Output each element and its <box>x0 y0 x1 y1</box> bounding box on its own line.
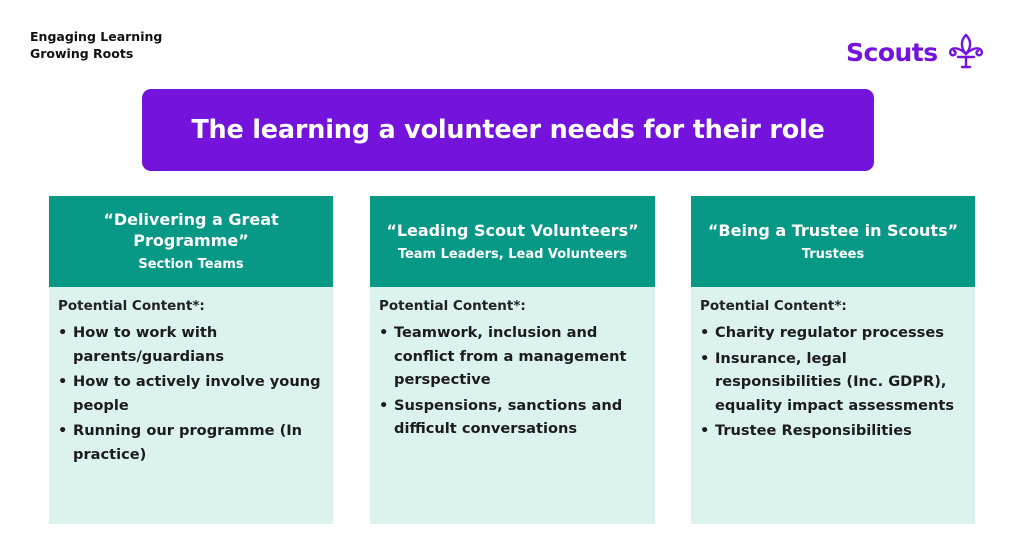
content-list <box>700 321 967 443</box>
card-body <box>691 287 975 524</box>
card-body <box>49 287 333 524</box>
list-item: • Running our programme (In practice) <box>58 419 325 466</box>
content-label: Potential Content*: <box>58 298 205 314</box>
card-trustee <box>691 196 975 524</box>
scouts-logo <box>846 32 986 72</box>
card-delivering-programme <box>49 196 333 524</box>
list-item: • How to actively involve young people <box>58 370 325 417</box>
card-title: “Being a Trustee in Scouts” <box>707 220 959 240</box>
card-leading-volunteers <box>370 196 655 524</box>
tagline-line-2: Growing Roots <box>30 46 134 61</box>
list-item: • Teamwork, inclusion and conflict from a management perspective <box>379 321 647 392</box>
list-item: • Insurance, legal responsibilities (Inc. GDPR), equality impact assessments <box>700 347 967 418</box>
content-list <box>58 321 325 466</box>
card-title: “Leading Scout Volunteers” <box>386 220 639 240</box>
logo-text: Scouts <box>846 37 938 67</box>
tagline-line-1: Engaging Learning <box>30 29 163 44</box>
list-item: • How to work with parents/guardians <box>58 321 325 368</box>
list-item: • Charity regulator processes <box>700 321 967 345</box>
title-banner <box>142 89 874 171</box>
banner-title: The learning a volunteer needs for their role <box>191 115 825 145</box>
tagline <box>30 28 162 62</box>
list-item: • Suspensions, sanctions and difficult conversations <box>379 394 647 441</box>
card-header <box>370 196 655 287</box>
list-item: • Trustee Responsibilities <box>700 419 967 443</box>
card-body <box>370 287 655 524</box>
card-header <box>691 196 975 287</box>
card-subtitle: Trustees <box>801 246 865 262</box>
fleur-de-lis-icon <box>946 32 986 72</box>
card-header <box>49 196 333 287</box>
card-subtitle: Team Leaders, Lead Volunteers <box>397 246 628 262</box>
content-list <box>379 321 647 441</box>
card-subtitle: Section Teams <box>138 257 244 272</box>
content-label: Potential Content*: <box>700 298 847 314</box>
content-label: Potential Content*: <box>379 298 526 314</box>
card-title: “Delivering a Great Programme” <box>103 210 279 250</box>
